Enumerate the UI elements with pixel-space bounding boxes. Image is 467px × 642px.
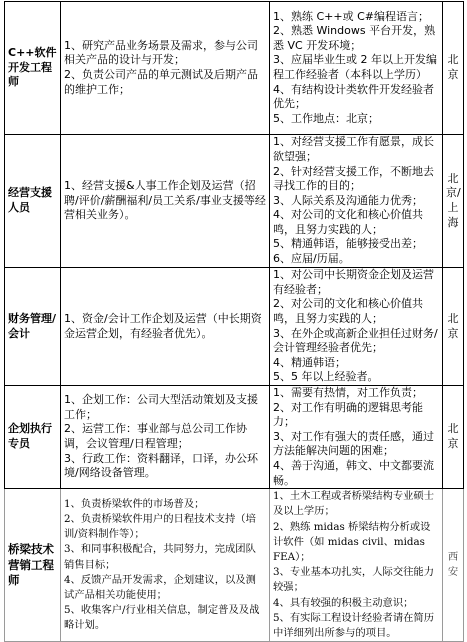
requirement-item: 2、对工作有明确的逻辑思考能力； (273, 400, 423, 429)
requirement-item: 1、土木工程或者桥梁结构专业硕士及以上学历； (273, 490, 435, 518)
duty-item: 1、研究产品业务场景及需求，参与公司相关产品的设计与开发； (64, 38, 258, 67)
job-location: 北京 (443, 386, 464, 489)
requirement-item: 5、精通韩语，能够接受出差； (273, 237, 423, 251)
job-title: 经营支援人员 (5, 135, 61, 268)
requirement-item: 4、善于沟通，韩文、中文都要流畅。 (273, 458, 434, 487)
duty-item: 5、收集客户/行业相关信息，制定普及及战略计划。 (64, 604, 260, 632)
table-row (5, 135, 464, 268)
job-requirements (270, 268, 443, 386)
requirement-item: 3、在外企或高新企业担任过财务/会计管理经验者优先； (273, 326, 438, 355)
duty-item: 3、行政工作：资料翻译，口译，办公环境/网络设备管理。 (64, 451, 258, 480)
duty-item: 2、运营工作：事业部与总公司工作协调，会议管理/日程管理； (64, 422, 247, 451)
duty-item: 4、反馈产品开发需求，企划建议，以及测试产品相关功能使用； (64, 573, 256, 601)
job-duties (61, 2, 270, 135)
job-title: C++软件开发工程师 (5, 2, 61, 135)
requirement-item: 3、人际关系及沟通能力优秀； (273, 193, 423, 207)
requirement-item: 4、具有较强的积极主动意识； (273, 596, 414, 609)
duty-item: 3、和同事积极配合，共同努力，完成团队销售目标； (64, 543, 256, 571)
job-location: 北京 (443, 268, 464, 386)
requirement-item: 2、针对经营支援工作，不断地去寻找工作的目的； (273, 164, 434, 193)
table-row (5, 2, 464, 135)
requirement-item: 3、对工作有强大的责任感，通过方法能解决问题的困难； (273, 429, 434, 458)
requirement-item: 3、专业基本功扎实，人际交往能力较强； (273, 566, 435, 594)
job-title: 企划执行专员 (5, 386, 61, 489)
duty-item: 1、负责桥梁软件的市场普及； (64, 497, 205, 510)
job-title: 财务管理/会计 (5, 268, 61, 386)
job-duties (61, 489, 270, 642)
job-requirements (270, 2, 443, 135)
job-duties (61, 386, 270, 489)
job-table (4, 1, 464, 642)
table-row (5, 268, 464, 386)
duty-item: 1、资金/会计工作企划及运营（中长期资金运营企划，有经验者优先）。 (64, 311, 262, 340)
job-duties (61, 135, 270, 268)
requirement-item: 1、需要有热情，对工作负责； (273, 386, 423, 399)
job-requirements (270, 386, 443, 489)
job-location: 北京 (443, 2, 464, 135)
table-row (5, 489, 464, 642)
job-title: 桥梁技术营销工程师 (5, 489, 61, 642)
job-duties (61, 268, 270, 386)
requirement-item: 4、精通韩语； (273, 355, 346, 369)
requirement-item: 1、对经营支援工作有愿景，成长欲望强； (273, 135, 434, 163)
requirement-item: 1、熟练 C++或 C#编程语言； (273, 9, 430, 23)
duty-item: 2、负责桥梁软件用户的日程技术支持（培训/资料制作等）； (64, 512, 256, 541)
requirement-item: 5、有实际工程设计经验者请在简历中详细列出所参与的项目。 (273, 611, 435, 639)
requirement-item: 1、对公司中长期资金企划及运营有经验者； (273, 268, 434, 296)
requirement-item: 4、对公司的文化和核心价值共鸣，且努力实践的人； (273, 208, 423, 236)
requirement-item: 2、熟悉 Windows 平台开发，熟悉 VC 开发环境； (273, 24, 436, 52)
duty-item: 2、负责公司产品的单元测试及后期产品的维护工作； (64, 68, 258, 96)
requirement-item: 3、应届毕业生或 2 年以上开发编程工作经验者（本科以上学历） (273, 53, 437, 81)
job-requirements (270, 489, 443, 642)
requirement-item: 4、有结构设计类软件开发经验者优先； (273, 82, 434, 111)
requirement-item: 2、对公司的文化和核心价值共鸣，且努力实践的人； (273, 297, 423, 325)
job-requirements (270, 135, 443, 268)
job-location: 北京/上海 (443, 135, 464, 268)
requirement-item: 2、熟练 midas 桥梁结构分析或设计软件（如 midas civil、midas FEA）； (273, 520, 431, 563)
requirement-item: 5、5 年以上经验者。 (273, 370, 379, 384)
duty-item: 1、经营支援&人事工作企划及运营（招聘/评价/薪酬福利/员工关系/事业支援等经营相关业务）。 (64, 179, 266, 222)
requirement-item: 5、工作地点：北京； (273, 111, 379, 125)
requirement-item: 6、应届/历届。 (273, 252, 350, 266)
table-row (5, 386, 464, 489)
duty-item: 1、企划工作：公司大型活动策划及支援工作； (64, 393, 258, 421)
job-location: 西安 (443, 489, 464, 642)
